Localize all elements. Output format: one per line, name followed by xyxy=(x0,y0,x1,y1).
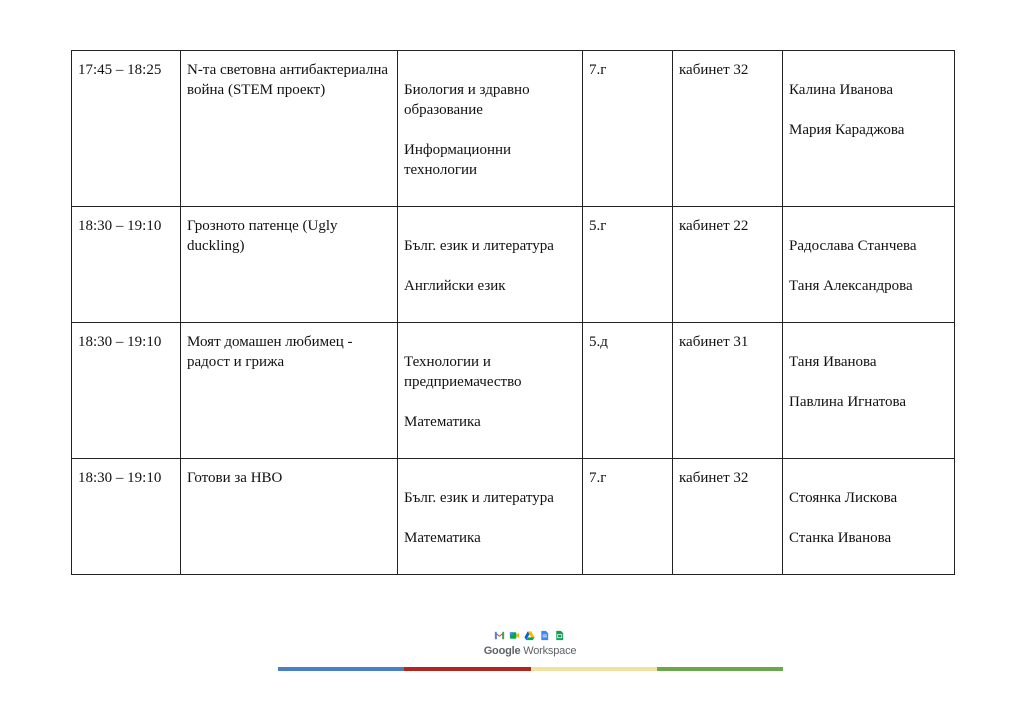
subjects-cell xyxy=(398,459,583,575)
time-cell: 18:30 – 19:10 xyxy=(72,207,181,323)
table-row xyxy=(72,207,955,323)
table-row xyxy=(72,459,955,575)
room-cell: кабинет 32 xyxy=(673,459,783,575)
google-workspace-logo xyxy=(478,645,582,657)
title-cell: Готови за НВО xyxy=(181,459,398,575)
teacher: Мария Караджова xyxy=(789,122,905,138)
teachers-cell xyxy=(783,207,955,323)
subject: Информационни технологии xyxy=(404,142,512,178)
teacher: Стоянка Лискова xyxy=(789,490,898,506)
teacher: Таня Иванова xyxy=(789,354,877,370)
subject: Математика xyxy=(404,530,481,546)
subject: Технологии и предприемачество xyxy=(404,354,522,390)
table-row xyxy=(72,323,955,459)
class-cell: 7.г xyxy=(583,459,673,575)
footer-color-bar xyxy=(278,667,783,671)
teacher: Радослава Станчева xyxy=(789,238,917,254)
table-row xyxy=(72,51,955,207)
meet-icon xyxy=(509,630,520,641)
teachers-cell xyxy=(783,51,955,207)
room-cell: кабинет 31 xyxy=(673,323,783,459)
subject: Математика xyxy=(404,414,481,430)
title-cell: Грозното патенце (Ugly duckling) xyxy=(181,207,398,323)
time-cell: 18:30 – 19:10 xyxy=(72,459,181,575)
workspace-app-icons xyxy=(494,630,565,642)
sheets-icon xyxy=(554,630,565,641)
subject: Биология и здравно образование xyxy=(404,82,530,118)
subjects-cell xyxy=(398,323,583,459)
google-wordmark: Google xyxy=(483,645,521,657)
workspace-wordmark: Workspace xyxy=(523,645,577,657)
drive-icon xyxy=(524,630,535,641)
footer-bar-segment xyxy=(657,667,783,671)
teacher: Павлина Игнатова xyxy=(789,394,907,410)
footer-bar-segment xyxy=(531,667,657,671)
teachers-cell xyxy=(783,323,955,459)
teacher: Таня Александрова xyxy=(789,278,913,294)
footer-bar-segment xyxy=(404,667,530,671)
subject: Бълг. език и литература xyxy=(404,490,554,506)
teacher: Станка Иванова xyxy=(789,530,892,546)
docs-icon xyxy=(539,630,550,641)
gmail-icon xyxy=(494,630,505,641)
title-cell: Моят домашен любимец - радост и грижа xyxy=(181,323,398,459)
subject: Английски език xyxy=(404,278,506,294)
subjects-cell xyxy=(398,51,583,207)
class-cell: 5.г xyxy=(583,207,673,323)
time-cell: 17:45 – 18:25 xyxy=(72,51,181,207)
time-cell: 18:30 – 19:10 xyxy=(72,323,181,459)
class-cell: 5.д xyxy=(583,323,673,459)
subject: Бълг. език и литература xyxy=(404,238,554,254)
teacher: Калина Иванова xyxy=(789,82,893,98)
subjects-cell xyxy=(398,207,583,323)
room-cell: кабинет 32 xyxy=(673,51,783,207)
footer-bar-segment xyxy=(278,667,404,671)
class-cell: 7.г xyxy=(583,51,673,207)
room-cell: кабинет 22 xyxy=(673,207,783,323)
teachers-cell xyxy=(783,459,955,575)
schedule-table xyxy=(71,50,955,575)
title-cell: N-та световна антибактериална война (STEM проект) xyxy=(181,51,398,207)
